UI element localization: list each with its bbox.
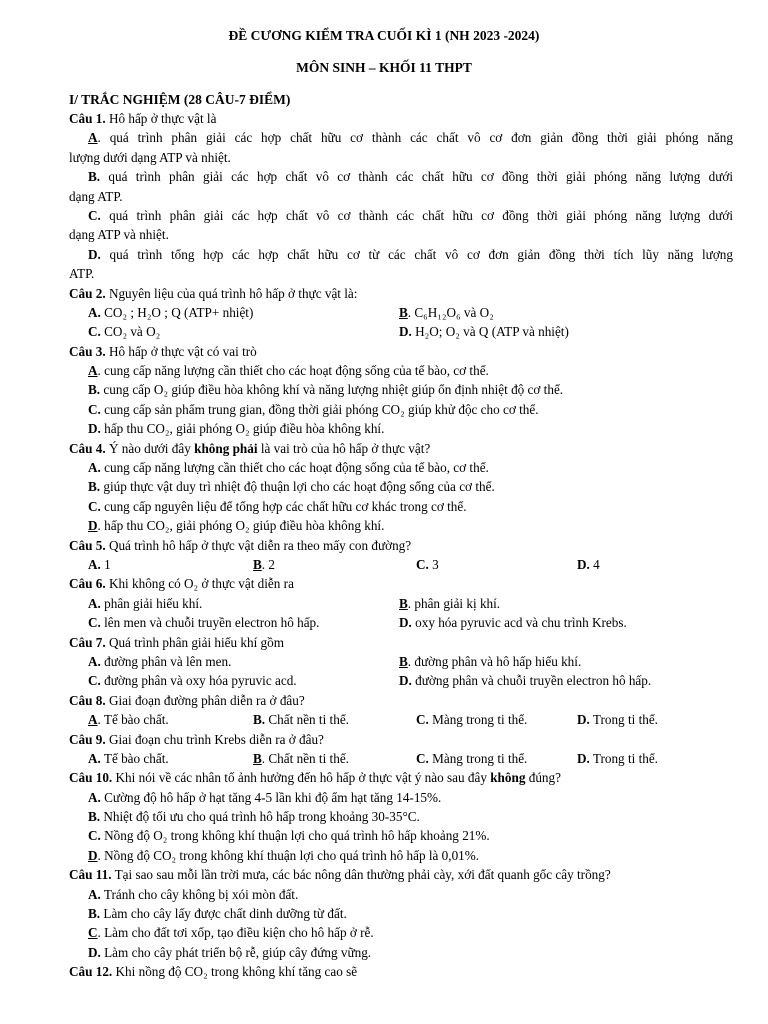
options-6-row2	[69, 613, 733, 632]
option-9d: D. Trong ti thể.	[577, 750, 658, 766]
options-7-row1	[69, 652, 733, 671]
option-8d: D. Trong ti thể.	[577, 712, 658, 728]
question-7: Câu 7. Quá trình phân giải hiếu khí gồm	[69, 634, 285, 650]
option-5c: C. 3	[416, 556, 439, 572]
option-4a: A. cung cấp năng lượng cần thiết cho các hoạt động sống của tế bào, cơ thể.	[88, 460, 489, 476]
options-6-row1	[69, 594, 733, 613]
option-2c: C. CO₂ và O₂	[88, 324, 161, 340]
option-6a: A. phân giải hiếu khí.	[88, 595, 203, 611]
option-6c: C. lên men và chuỗi truyền electron hô hấp.	[88, 615, 320, 631]
option-11d: D. Làm cho cây phát triển bộ rễ, giúp cây đứng vững.	[88, 944, 372, 960]
option-8a: A. Tế bào chất.	[88, 712, 169, 728]
question-2: Câu 2. Nguyên liệu của quá trình hô hấp ở thực vật là:	[69, 285, 358, 301]
question-8: Câu 8. Giai đoạn đường phân diễn ra ở đâu?	[69, 692, 305, 708]
options-2-row1	[69, 303, 733, 322]
option-5b: B. 2	[253, 556, 275, 572]
option-1c-cont: dạng ATP và nhiệt.	[69, 227, 169, 243]
option-9c: C. Màng trong ti thể.	[416, 750, 528, 766]
option-4c: C. cung cấp nguyên liệu để tổng hợp các chất hữu cơ khác trong cơ thể.	[88, 498, 467, 514]
option-10d: D. Nồng độ CO₂ trong không khí thuận lợi cho quá trình hô hấp là 0,01%.	[88, 847, 480, 863]
option-11c: C. Làm cho đất tơi xốp, tạo điều kiện cho hô hấp ở rễ.	[88, 925, 374, 941]
option-7b: B. đường phân và hô hấp hiếu khí.	[399, 653, 582, 669]
question-1: Câu 1. Hô hấp ở thực vật là	[69, 111, 217, 126]
option-8b: B. Chất nền ti thể.	[253, 712, 349, 728]
options-7-row2	[69, 671, 733, 690]
option-2d: D. H₂O; O₂ và Q (ATP và nhiệt)	[399, 324, 569, 340]
option-1a: A. quá trình phân giải các hợp chất hữu cơ thành các chất vô cơ đơn giản đồng thời giải phóng năng	[88, 130, 733, 146]
question-10: Câu 10. Khi nói về các nhân tố ảnh hưởng đến hô hấp ở thực vật ý nào sau đây không đúng?	[69, 770, 561, 786]
option-3c: C. cung cấp sản phẩm trung gian, đồng thời giải phóng CO₂ giúp khử độc cho cơ thể.	[88, 401, 539, 417]
question-6: Câu 6. Khi không có O₂ ở thực vật diễn ra	[69, 576, 294, 592]
option-10b: B. Nhiệt độ tối ưu cho quá trình hô hấp trong khoảng 30-35°C.	[88, 809, 420, 825]
option-11a: A. Tránh cho cây không bị xói mòn đất.	[88, 886, 299, 902]
option-1b-cont: dạng ATP.	[69, 188, 123, 204]
option-4d: D. hấp thu CO₂, giải phóng O₂ giúp điều hòa không khí.	[88, 518, 385, 534]
question-11: Câu 11. Tại sao sau mỗi lần trời mưa, các bác nông dân thường phải cày, xới đất quanh gốc cây trồng?	[69, 867, 611, 883]
option-3a: A. cung cấp năng lượng cần thiết cho các hoạt động sống của tế bào, cơ thể.	[88, 363, 489, 379]
option-10a: A. Cường độ hô hấp ở hạt tăng 4-5 lần khi độ ẩm hạt tăng 14-15%.	[88, 789, 442, 805]
option-5d: D. 4	[577, 556, 600, 572]
option-6b: B. phân giải kị khí.	[399, 595, 501, 611]
section-heading: I/ TRẮC NGHIỆM (28 CÂU-7 ĐIỂM)	[69, 92, 291, 107]
question-3: Câu 3. Hô hấp ở thực vật có vai trò	[69, 343, 257, 359]
option-9b: B. Chất nền ti thể.	[253, 750, 349, 766]
option-8c: C. Màng trong ti thể.	[416, 712, 528, 728]
option-7d: D. đường phân và chuỗi truyền electron hô hấp.	[399, 673, 652, 689]
option-2b: B. C₆H₁₂O₆ và O₂	[399, 304, 494, 320]
document-subtitle: MÔN SINH – KHỐI 11 THPT	[296, 60, 472, 75]
question-12: Câu 12. Khi nồng độ CO₂ trong không khí tăng cao sẽ	[69, 964, 358, 980]
option-9a: A. Tế bào chất.	[88, 750, 169, 766]
options-9	[69, 749, 733, 768]
question-list	[69, 109, 733, 982]
question-9: Câu 9. Giai đoạn chu trình Krebs diễn ra ở đâu?	[69, 731, 324, 747]
option-7c: C. đường phân và oxy hóa pyruvic acd.	[88, 673, 297, 689]
option-3d: D. hấp thu CO₂, giải phóng O₂ giúp điều hòa không khí.	[88, 421, 385, 437]
options-8	[69, 710, 733, 729]
option-2a: A. CO₂ ; H₂O ; Q (ATP+ nhiệt)	[88, 304, 254, 320]
option-1d: D. quá trình tổng hợp các hợp chất hữu cơ từ các chất vô cơ đơn giản đồng thời tích lũy năng lượng	[88, 246, 733, 262]
option-10c: C. Nồng độ O₂ trong không khí thuận lợi cho quá trình hô hấp khoảng 21%.	[88, 828, 490, 844]
option-6d: D. oxy hóa pyruvic acd và chu trình Krebs.	[399, 615, 627, 631]
option-3b: B. cung cấp O₂ giúp điều hòa không khí và năng lượng nhiệt giúp ổn định nhiệt độ cơ thể.	[88, 382, 564, 398]
options-2-row2	[69, 322, 733, 341]
option-1d-cont: ATP.	[69, 266, 95, 282]
option-1c: C. quá trình phân giải các hợp chất vô cơ thành các chất hữu cơ đồng thời giải phóng năng lượng dưới	[88, 207, 733, 223]
options-5	[69, 555, 733, 574]
option-1a-cont: lượng dưới dạng ATP và nhiệt.	[69, 149, 231, 165]
question-4: Câu 4. Ý nào dưới đây không phải là vai trò của hô hấp ở thực vật?	[69, 440, 431, 456]
option-11b: B. Làm cho cây lấy được chất dinh dưỡng từ đất.	[88, 906, 347, 922]
document-title: ĐỀ CƯƠNG KIỂM TRA CUỐI KÌ 1 (NH 2023 -2024)	[228, 28, 540, 43]
option-1b: B. quá trình phân giải các hợp chất vô cơ thành các chất hữu cơ đồng thời giải phóng năng lượng dưới	[88, 169, 733, 185]
option-5a: A. 1	[88, 556, 111, 572]
option-4b: B. giúp thực vật duy trì nhiệt độ thuận lợi cho các hoạt động sống của cơ thể.	[88, 479, 495, 495]
option-7a: A. đường phân và lên men.	[88, 653, 232, 669]
question-5: Câu 5. Quá trình hô hấp ở thực vật diễn ra theo mấy con đường?	[69, 537, 412, 553]
